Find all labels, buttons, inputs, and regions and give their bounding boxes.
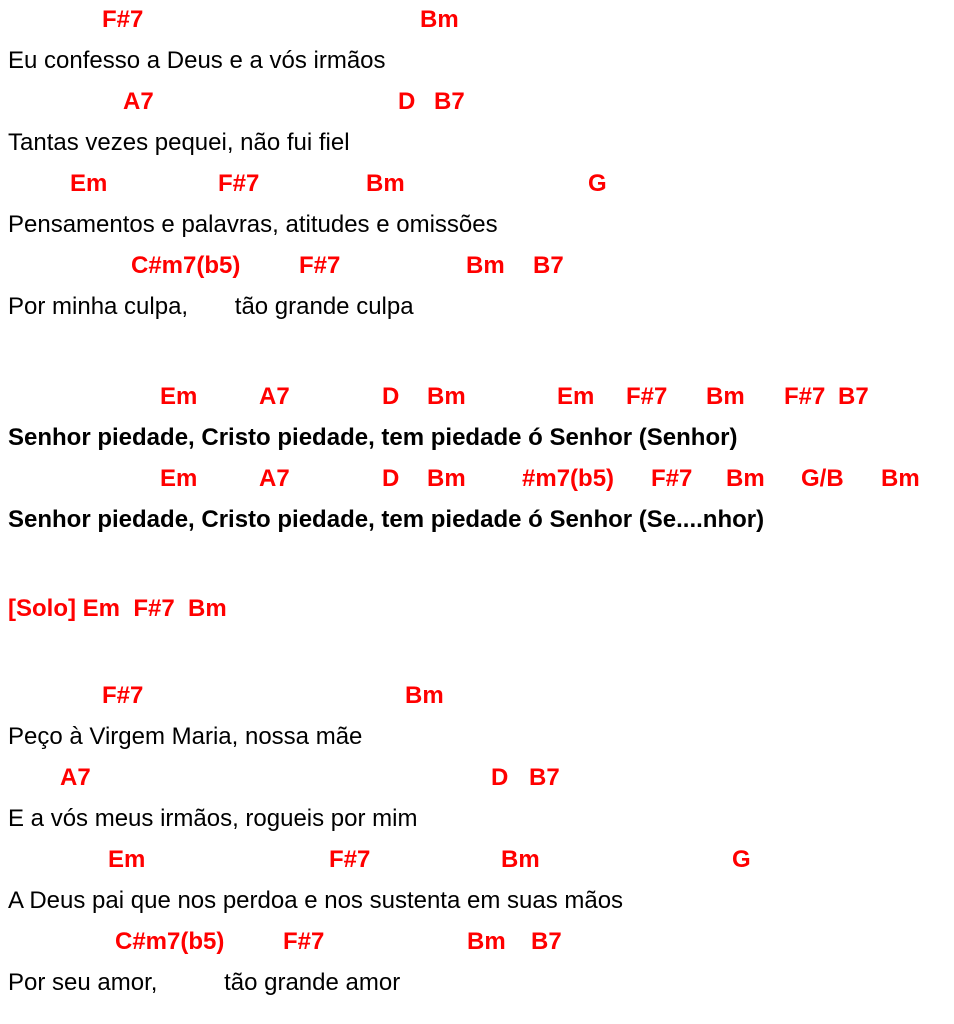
chord: Bm bbox=[726, 465, 765, 492]
lyric-text: Senhor piedade, Cristo piedade, tem piedade ó Senhor (Senhor) bbox=[8, 424, 738, 451]
chord-line bbox=[0, 840, 954, 880]
lyric-line bbox=[0, 881, 954, 921]
chord-line bbox=[0, 82, 954, 122]
chord: A7 bbox=[259, 465, 290, 492]
chord: B7 bbox=[529, 764, 560, 791]
chord-line bbox=[0, 377, 954, 417]
lyric-text: Peço à Virgem Maria, nossa mãe bbox=[8, 723, 363, 750]
chord: D bbox=[491, 764, 509, 791]
lyric-text: E a vós meus irmãos, rogueis por mim bbox=[8, 805, 418, 832]
chord: Bm bbox=[467, 928, 506, 955]
chord-line bbox=[0, 164, 954, 204]
chord: F#7 bbox=[102, 6, 144, 33]
chord: C#m7(b5) bbox=[115, 928, 225, 955]
chord: F#7 bbox=[626, 383, 668, 410]
solo-label: [Solo] Em F#7 Bm bbox=[8, 595, 227, 622]
chord: Em bbox=[70, 170, 108, 197]
chord: G bbox=[732, 846, 751, 873]
chord: A7 bbox=[123, 88, 154, 115]
lyric-line bbox=[0, 717, 954, 757]
lyric-line bbox=[0, 205, 954, 245]
chord: B7 bbox=[533, 252, 564, 279]
chord: A7 bbox=[259, 383, 290, 410]
chord: D bbox=[398, 88, 416, 115]
lyric-text: Por minha culpa, tão grande culpa bbox=[8, 293, 414, 320]
chord: A7 bbox=[60, 764, 91, 791]
lyric-text: Pensamentos e palavras, atitudes e omissões bbox=[8, 211, 498, 238]
chord: B7 bbox=[531, 928, 562, 955]
chord-line bbox=[0, 459, 954, 499]
lyric-line bbox=[0, 123, 954, 163]
lyric-line bbox=[0, 418, 954, 458]
chord: F#7 bbox=[283, 928, 325, 955]
lyric-line bbox=[0, 41, 954, 81]
chord: D bbox=[382, 383, 400, 410]
chord-line bbox=[0, 922, 954, 962]
lyric-text: Eu confesso a Deus e a vós irmãos bbox=[8, 47, 386, 74]
chord: G/B bbox=[801, 465, 844, 492]
chord-line bbox=[0, 0, 954, 40]
chord: Em bbox=[557, 383, 595, 410]
lyric-line bbox=[0, 799, 954, 839]
lyric-text: Por seu amor, tão grande amor bbox=[8, 969, 401, 996]
chord-line bbox=[0, 676, 954, 716]
chord: Bm bbox=[427, 383, 466, 410]
chord: Bm bbox=[501, 846, 540, 873]
lyric-line bbox=[0, 287, 954, 327]
solo-line bbox=[0, 589, 954, 629]
lyric-text: Tantas vezes pequei, não fui fiel bbox=[8, 129, 350, 156]
chord: Em bbox=[160, 383, 198, 410]
chord: C#m7(b5) bbox=[131, 252, 241, 279]
chord: G bbox=[588, 170, 607, 197]
chord: F#7 bbox=[784, 383, 826, 410]
chord: B7 bbox=[434, 88, 465, 115]
chord: D bbox=[382, 465, 400, 492]
lyric-text: Senhor piedade, Cristo piedade, tem piedade ó Senhor (Se....nhor) bbox=[8, 506, 765, 533]
chord: F#7 bbox=[102, 682, 144, 709]
chord: #m7(b5) bbox=[522, 465, 615, 492]
chord: Bm bbox=[881, 465, 920, 492]
chord: F#7 bbox=[329, 846, 371, 873]
chord: Em bbox=[160, 465, 198, 492]
chord: Bm bbox=[706, 383, 745, 410]
chord: Bm bbox=[466, 252, 505, 279]
chord: Bm bbox=[366, 170, 405, 197]
chord-line bbox=[0, 246, 954, 286]
lyric-line bbox=[0, 963, 954, 1003]
chord: F#7 bbox=[218, 170, 260, 197]
lyric-line bbox=[0, 500, 954, 540]
chord: B7 bbox=[838, 383, 869, 410]
chord-line bbox=[0, 758, 954, 798]
chord: Bm bbox=[420, 6, 459, 33]
lyric-text: A Deus pai que nos perdoa e nos sustenta em suas mãos bbox=[8, 887, 624, 914]
chord: Em bbox=[108, 846, 146, 873]
chord: Bm bbox=[405, 682, 444, 709]
chord: F#7 bbox=[651, 465, 693, 492]
chord: Bm bbox=[427, 465, 466, 492]
chord: F#7 bbox=[299, 252, 341, 279]
